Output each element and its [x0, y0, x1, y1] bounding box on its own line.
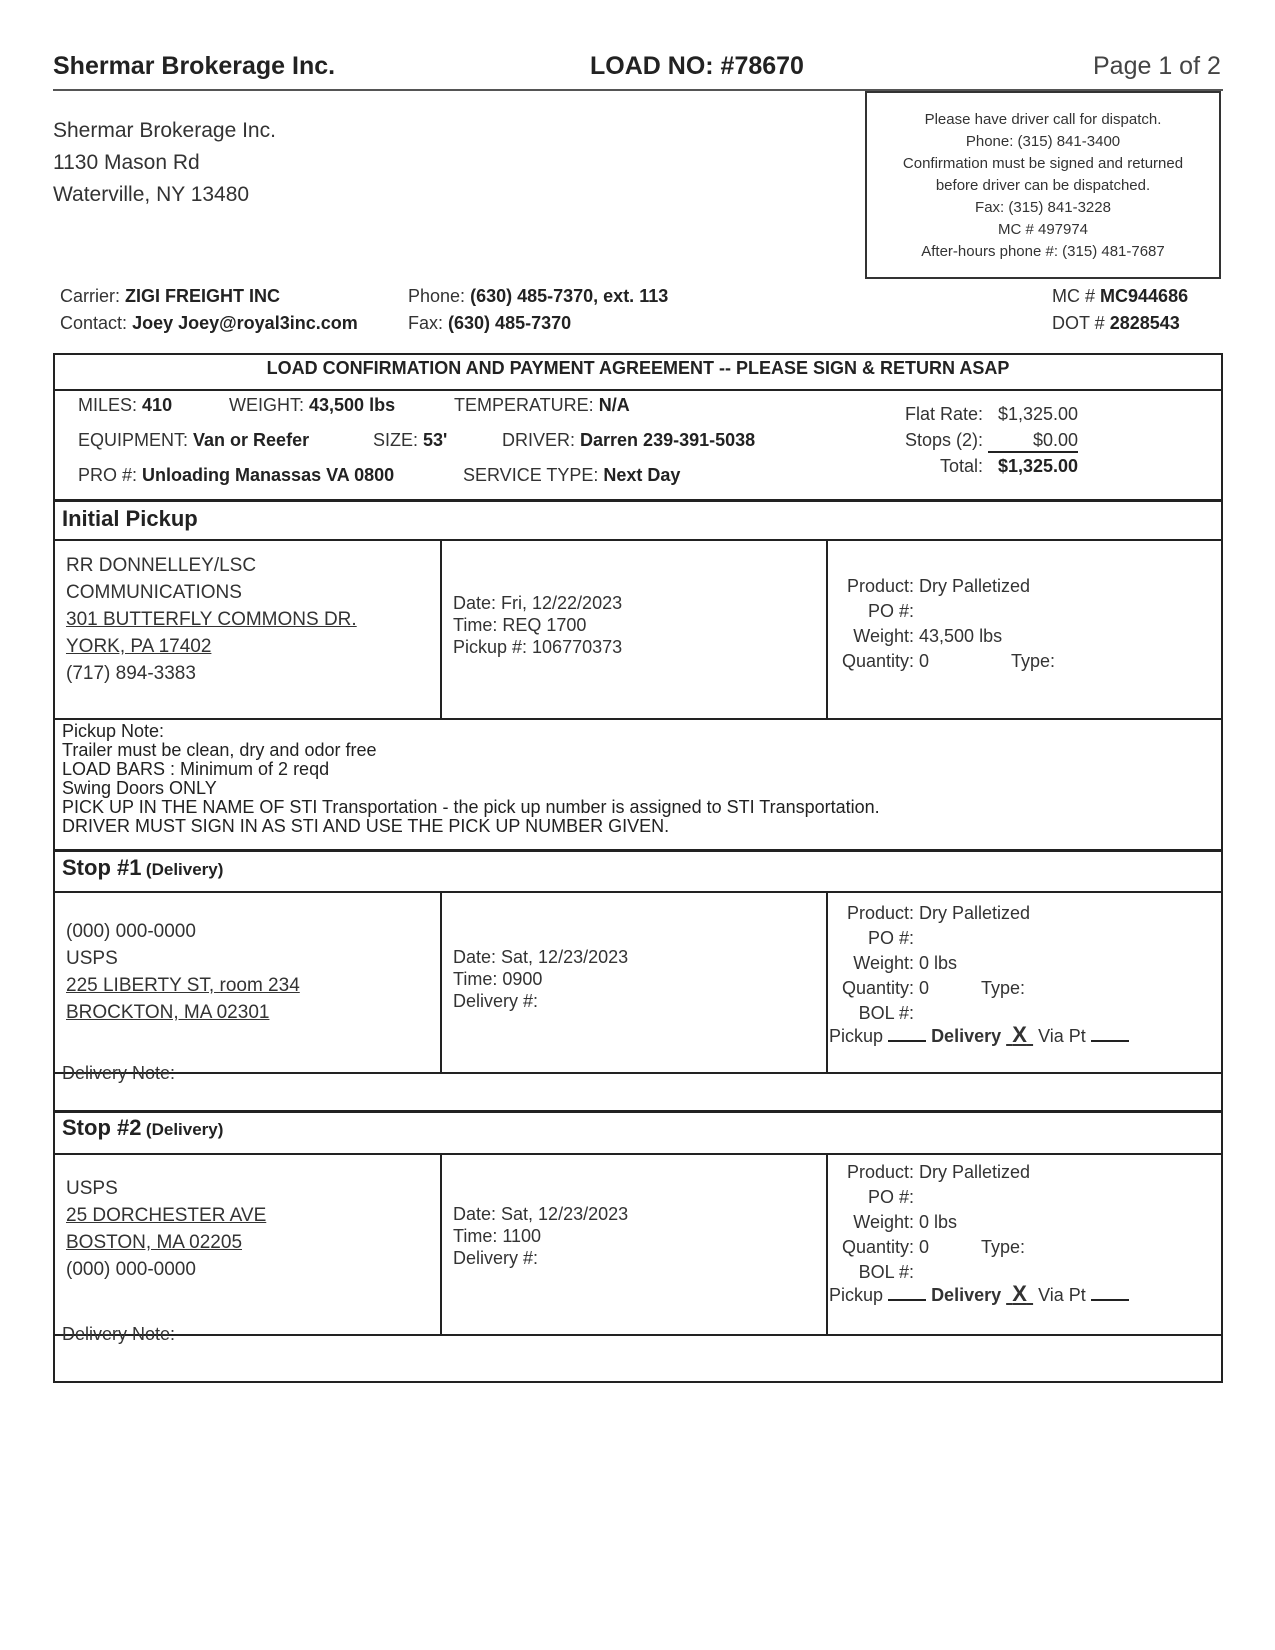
fax-value: (630) 485-7370: [448, 313, 572, 333]
dispatch-phone: Phone: (315) 841-3400: [965, 133, 1121, 150]
weight-label: Weight:: [853, 626, 914, 646]
pickup-option-label: Pickup: [829, 1026, 884, 1046]
total-value: $1,325.00: [997, 456, 1079, 476]
weight-value: 43,500 lbs: [919, 626, 1003, 646]
mc-value: MC944686: [1100, 286, 1189, 306]
stop2-schedule: [453, 1203, 628, 1269]
dispatch-after-hours: After-hours phone #: (315) 481-7687: [921, 243, 1165, 260]
page-indicator: Page 1 of 2: [1093, 52, 1221, 80]
carrier-mc: [1052, 286, 1188, 307]
equipment-field: [78, 430, 309, 451]
stop1-street: 225 LIBERTY ST, room 234: [66, 975, 300, 996]
broker-city: Waterville, NY 13480: [53, 183, 250, 206]
total-label: Total:: [939, 456, 983, 476]
stop1-phone: (000) 000-0000: [66, 921, 196, 942]
divider: [53, 499, 1223, 502]
stop2-address: [66, 1175, 266, 1283]
stop2-type: (Delivery): [145, 1120, 224, 1139]
equipment-value: Van or Reefer: [193, 430, 310, 450]
type-label: Type:: [1011, 651, 1056, 671]
divider: [53, 389, 1223, 391]
broker-address: [53, 115, 276, 211]
divider: [53, 849, 1223, 852]
pickup-name: COMMUNICATIONS: [66, 582, 242, 603]
pickup-note-line: DRIVER MUST SIGN IN AS STI AND USE THE PICK UP NUMBER GIVEN.: [62, 816, 670, 836]
product-label: Product:: [846, 903, 914, 923]
stop1-date: Date: Sat, 12/23/2023: [453, 947, 629, 967]
stop1-name: USPS: [66, 948, 118, 969]
stop1-city: BROCKTON, MA 02301: [66, 1002, 270, 1023]
column-divider: [440, 1153, 442, 1334]
column-divider: [440, 539, 442, 718]
pickup-note-line: PICK UP IN THE NAME OF STI Transportation - the pick up number is assigned to STI Transportation.: [62, 797, 880, 817]
contact-label: Contact:: [60, 313, 128, 333]
quantity-value: 0: [919, 1237, 930, 1257]
via-option-blank: [1091, 1040, 1129, 1042]
stop2-product-info: [818, 1160, 1030, 1285]
quantity-label: Quantity:: [841, 1237, 914, 1257]
divider: [53, 1110, 1223, 1113]
weight-value: 0 lbs: [919, 953, 958, 973]
bol-label: BOL #:: [858, 1003, 914, 1023]
carrier-fax: [408, 313, 571, 334]
pro-label: PRO #:: [78, 465, 138, 485]
service-value: Next Day: [603, 465, 681, 485]
temperature-value: N/A: [598, 395, 630, 415]
dot-label: DOT #: [1052, 313, 1105, 333]
carrier-value: ZIGI FREIGHT INC: [125, 286, 281, 306]
pickup-title: Initial Pickup: [62, 506, 198, 531]
weight-value: 0 lbs: [919, 1212, 958, 1232]
pickup-phone: (717) 894-3383: [66, 663, 196, 684]
stop1-address: [66, 918, 300, 1026]
delivery-option-label: Delivery: [931, 1285, 1002, 1305]
phone-value: (630) 485-7370, ext. 113: [470, 286, 669, 306]
contact-info: [60, 313, 358, 334]
mc-label: MC #: [1052, 286, 1096, 306]
stop2-delivery-number: Delivery #:: [453, 1248, 539, 1268]
divider: [53, 1153, 1223, 1155]
miles-field: [78, 395, 172, 416]
pickup-number: Pickup #: 106770373: [453, 637, 623, 657]
stop1-title: Stop #1: [62, 855, 142, 880]
stop2-title: Stop #2: [62, 1115, 142, 1140]
driver-value: Darren 239-391-5038: [580, 430, 756, 450]
pickup-date: Date: Fri, 12/22/2023: [453, 593, 623, 613]
stop1-type: (Delivery): [145, 860, 224, 879]
divider: [53, 1334, 1223, 1336]
miles-value: 410: [142, 395, 173, 415]
stop2-delivery-note: Delivery Note:: [62, 1324, 176, 1344]
quantity-value: 0: [919, 651, 930, 671]
weight-label: Weight:: [853, 1212, 914, 1232]
stop2-stop-type: [829, 1283, 1129, 1306]
bol-label: BOL #:: [858, 1262, 914, 1282]
divider: [53, 539, 1223, 541]
delivery-check-mark: X: [1012, 1022, 1027, 1047]
pickup-time: Time: REQ 1700: [453, 615, 587, 635]
stop1-delivery-number: Delivery #:: [453, 991, 539, 1011]
temperature-label: TEMPERATURE:: [454, 395, 594, 415]
load-number: LOAD NO: #78670: [590, 52, 804, 80]
driver-field: [502, 430, 755, 451]
stop1-stop-type: [829, 1024, 1129, 1047]
dispatch-line: Confirmation must be signed and returned: [902, 155, 1184, 172]
type-label: Type:: [981, 978, 1026, 998]
driver-label: DRIVER:: [502, 430, 576, 450]
type-label: Type:: [981, 1237, 1026, 1257]
temperature-field: [454, 395, 630, 416]
product-label: Product:: [846, 1162, 914, 1182]
pickup-note-line: LOAD BARS : Minimum of 2 reqd: [62, 759, 330, 779]
carrier-phone: [408, 286, 668, 307]
pickup-street: 301 BUTTERFLY COMMONS DR.: [66, 609, 357, 630]
stop2-street: 25 DORCHESTER AVE: [66, 1205, 267, 1226]
dispatch-line: Please have driver call for dispatch.: [924, 111, 1162, 128]
po-label: PO #:: [867, 1187, 914, 1207]
phone-label: Phone:: [408, 286, 466, 306]
delivery-option-label: Delivery: [931, 1026, 1002, 1046]
stop2-date: Date: Sat, 12/23/2023: [453, 1204, 629, 1224]
via-option-blank: [1091, 1299, 1129, 1301]
pro-field: [78, 465, 394, 486]
flat-rate-value: $1,325.00: [997, 404, 1079, 424]
service-label: SERVICE TYPE:: [463, 465, 599, 485]
pickup-city: YORK, PA 17402: [66, 636, 212, 657]
pickup-name: RR DONNELLEY/LSC: [66, 555, 257, 576]
size-field: [373, 430, 447, 451]
pickup-note-label: Pickup Note:: [62, 721, 165, 741]
stop1-heading: [62, 855, 223, 881]
pickup-schedule: [453, 592, 622, 658]
carrier-info: [60, 286, 280, 307]
weight-field: [229, 395, 395, 416]
column-divider: [440, 891, 442, 1072]
size-value: 53': [423, 430, 448, 450]
product-value: Dry Palletized: [919, 1162, 1031, 1182]
divider: [53, 891, 1223, 893]
via-option-label: Via Pt: [1038, 1285, 1086, 1305]
via-option-label: Via Pt: [1038, 1026, 1086, 1046]
carrier-dot: [1052, 313, 1180, 334]
stop2-name: USPS: [66, 1178, 118, 1199]
quantity-label: Quantity:: [841, 651, 914, 671]
size-label: SIZE:: [373, 430, 419, 450]
dispatch-line: before driver can be dispatched.: [935, 177, 1151, 194]
product-value: Dry Palletized: [919, 576, 1031, 596]
pickup-note: [62, 722, 880, 836]
dot-value: 2828543: [1109, 313, 1180, 333]
stop2-time: Time: 1100: [453, 1226, 542, 1246]
pickup-address: [66, 552, 357, 687]
quantity-value: 0: [919, 978, 930, 998]
agreement-title: LOAD CONFIRMATION AND PAYMENT AGREEMENT -- PLEASE SIGN & RETURN ASAP: [266, 358, 1010, 378]
divider: [53, 718, 1223, 720]
flat-rate-label: Flat Rate:: [904, 404, 983, 424]
weight-value: 43,500 lbs: [309, 395, 396, 415]
product-value: Dry Palletized: [919, 903, 1031, 923]
stop2-heading: [62, 1115, 223, 1141]
dispatch-mc: MC # 497974: [997, 221, 1089, 238]
equipment-label: EQUIPMENT:: [78, 430, 189, 450]
weight-label: WEIGHT:: [229, 395, 304, 415]
dispatch-fax: Fax: (315) 841-3228: [975, 199, 1111, 216]
po-label: PO #:: [867, 601, 914, 621]
pro-value: Unloading Manassas VA 0800: [142, 465, 395, 485]
stops-value: $0.00: [988, 430, 1078, 453]
rate-summary: [880, 404, 1140, 482]
stops-label: Stops (2):: [904, 430, 983, 450]
product-label: Product:: [846, 576, 914, 596]
header-company: Shermar Brokerage Inc.: [53, 52, 336, 80]
pickup-note-line: Trailer must be clean, dry and odor free: [62, 740, 377, 760]
pickup-option-label: Pickup: [829, 1285, 884, 1305]
pickup-note-line: Swing Doors ONLY: [62, 778, 217, 798]
weight-label: Weight:: [853, 953, 914, 973]
pickup-product-info: [818, 574, 1055, 674]
divider: [53, 1072, 1223, 1074]
delivery-check-mark: X: [1012, 1281, 1027, 1306]
contact-value: Joey Joey@royal3inc.com: [132, 313, 358, 333]
stop1-schedule: [453, 946, 628, 1012]
fax-label: Fax:: [408, 313, 444, 333]
stop1-delivery-note: Delivery Note:: [62, 1063, 176, 1083]
stop2-phone: (000) 000-0000: [66, 1259, 196, 1280]
miles-label: MILES:: [78, 395, 138, 415]
po-label: PO #:: [867, 928, 914, 948]
quantity-label: Quantity:: [841, 978, 914, 998]
carrier-label: Carrier:: [60, 286, 121, 306]
dispatch-info-box: [865, 91, 1221, 279]
pickup-option-blank: [888, 1040, 926, 1042]
broker-street: 1130 Mason Rd: [53, 151, 200, 174]
stop1-product-info: [818, 901, 1030, 1026]
broker-name: Shermar Brokerage Inc.: [53, 119, 276, 142]
service-field: [463, 465, 680, 486]
pickup-option-blank: [888, 1299, 926, 1301]
stop1-time: Time: 0900: [453, 969, 543, 989]
stop2-city: BOSTON, MA 02205: [66, 1232, 243, 1253]
